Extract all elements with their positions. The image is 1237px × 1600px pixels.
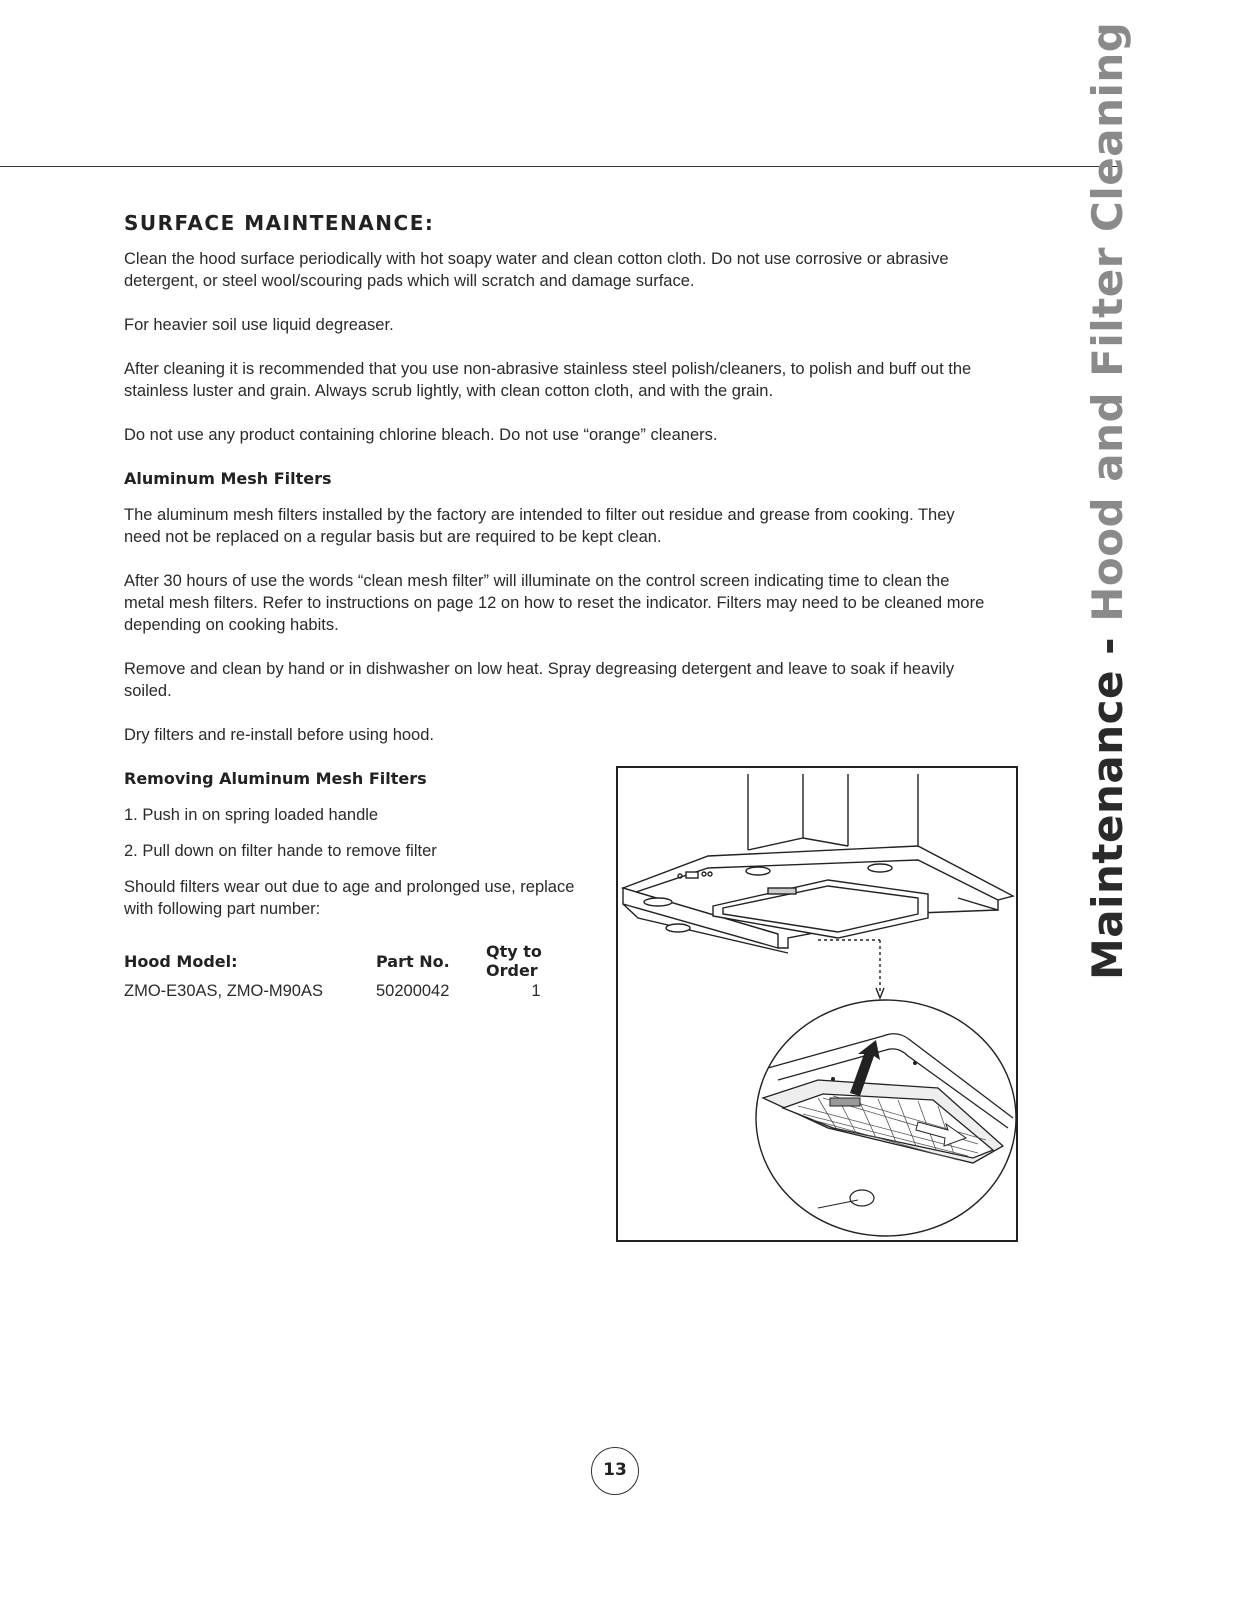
- filters-paragraph: Remove and clean by hand or in dishwasher on low heat. Spray degreasing detergent and leave to soak if heavily soiled.: [124, 660, 955, 700]
- removal-step: 1. Push in on spring loaded handle: [124, 806, 379, 824]
- surface-paragraph: Do not use any product containing chlorine bleach. Do not use “orange” cleaners.: [124, 426, 718, 444]
- surface-paragraph: Clean the hood surface periodically with hot soapy water and clean cotton cloth. Do not use corrosive or abrasive detergent, or steel wool/scouring pads which will scratch and damage surface.: [124, 250, 949, 290]
- replacement-note: Should filters wear out due to age and prolonged use, replace with following part number:: [124, 878, 575, 918]
- filters-paragraph: The aluminum mesh filters installed by the factory are intended to filter out residue and grease from cooking. They need not be replaced on a regular basis but are required to be kept clean.: [124, 506, 955, 546]
- hood-diagram: [618, 768, 1020, 1244]
- table-row: [124, 980, 596, 1002]
- qty-header: Qty to Order: [486, 942, 542, 980]
- filter-removal-illustration: [616, 766, 1018, 1242]
- surface-maintenance-title: SURFACE MAINTENANCE:: [124, 211, 435, 235]
- surface-paragraph: After cleaning it is recommended that you use non-abrasive stainless steel polish/cleaners, to polish and buff out the stainless luster and grain. Always scrub lightly, with clean cotton cloth, and with the grain.: [124, 360, 972, 400]
- hood-model-header: Hood Model:: [124, 951, 238, 971]
- part-no-cell: 50200042: [376, 981, 450, 1000]
- aluminum-filters-heading: Aluminum Mesh Filters: [124, 469, 332, 488]
- side-title-main: Maintenance -: [1083, 636, 1132, 980]
- filters-paragraph: Dry filters and re-install before using hood.: [124, 726, 434, 744]
- chimney-lines: [748, 774, 918, 850]
- part-no-header: Part No.: [376, 951, 450, 971]
- page-number: 13: [591, 1447, 639, 1495]
- qty-cell: 1: [531, 981, 541, 1000]
- surface-paragraph: For heavier soil use liquid degreaser.: [124, 316, 394, 334]
- chapter-side-title: [1083, 22, 1133, 980]
- removing-filters-heading: Removing Aluminum Mesh Filters: [124, 769, 427, 788]
- header-rule: [0, 166, 1122, 167]
- zoom-detail: [756, 1000, 1016, 1236]
- parts-table-header-row: [124, 942, 596, 980]
- parts-table: [124, 942, 596, 1002]
- side-title-sub: Hood and Filter Cleaning: [1083, 21, 1132, 622]
- removal-step: 2. Pull down on filter hande to remove filter: [124, 842, 437, 860]
- hood-model-cell: ZMO-E30AS, ZMO-M90AS: [124, 981, 323, 1000]
- filters-paragraph: After 30 hours of use the words “clean mesh filter” will illuminate on the control screen indicating time to clean the metal mesh filters. Refer to instructions on page 12 on how to reset the indicator. Filters may need to be cleaned more depending on cooking habits.: [124, 572, 985, 634]
